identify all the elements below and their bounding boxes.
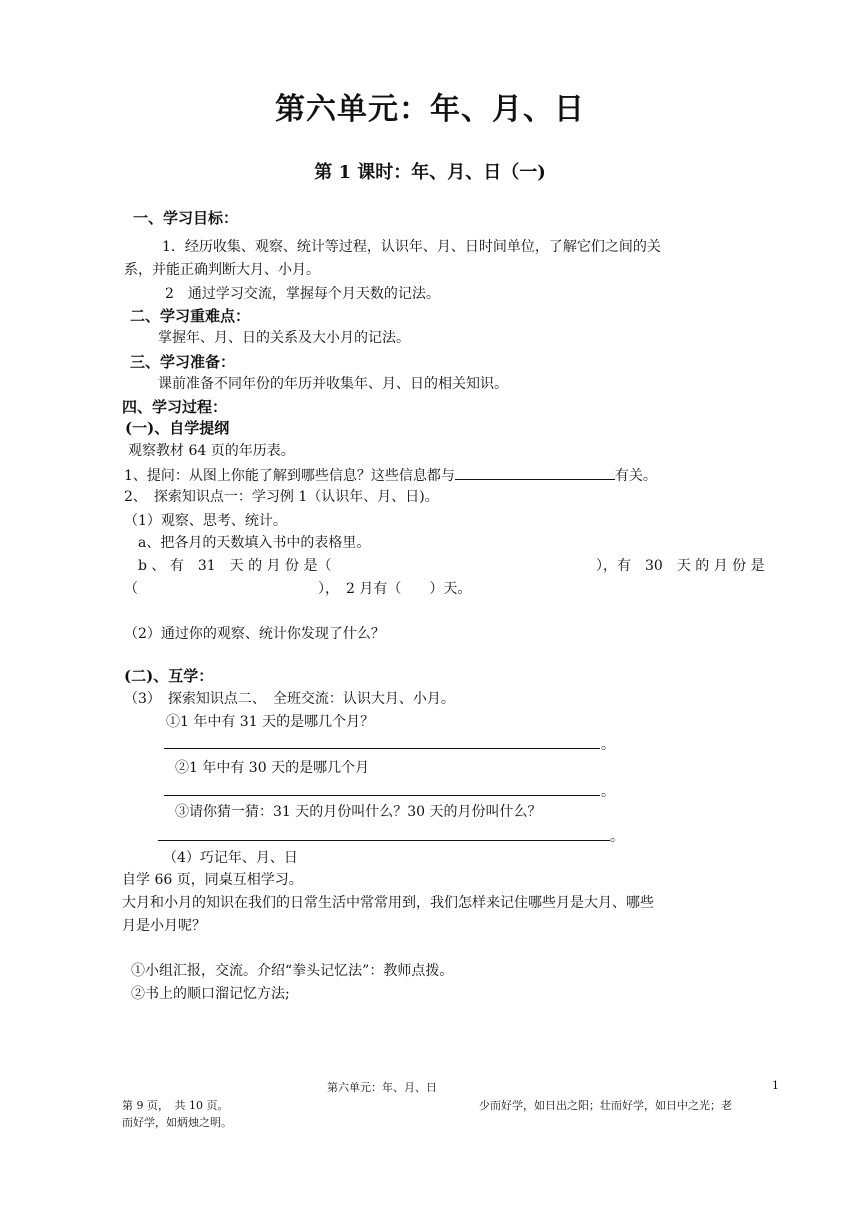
goal-1-line-2: 系，并能正确判断大月、小月。 (124, 262, 320, 278)
paragraph-line-1: 大月和小月的知识在我们的日常生活中常常用到，我们怎样来记住哪些月是大月、哪些 (122, 895, 654, 911)
answer-line-1-period: 。 (601, 737, 615, 753)
section-heading-goals: 一、学习目标： (133, 209, 239, 227)
page-title: 第六单元：年、月、日 (275, 92, 585, 127)
answer-line-3[interactable] (158, 840, 610, 841)
step-2: （2）通过你的观察、统计你发现了什么？ (124, 626, 385, 642)
report-item-2: ②书上的顺口溜记忆方法; (131, 986, 290, 1002)
part-1-heading: (一)、自学提纲 (125, 419, 230, 437)
question-31-days: ①1 年中有 31 天的是哪几个月？ (166, 714, 375, 730)
question-1-suffix: 有关。 (614, 468, 657, 484)
footer-page-count: 第 9 页， 共 10 页。 (122, 1099, 229, 1112)
section-heading-preparation: 三、学习准备： (130, 353, 236, 371)
lesson-subtitle: 第 1 课时：年、月、日（一) (314, 162, 546, 183)
step-4: （4）巧记年、月、日 (163, 850, 298, 866)
step-b-part-3: （ (124, 581, 138, 597)
goal-1-line-1: 1．经历收集、观察、统计等过程，认识年、月、日时间单位，了解它们之间的关 (162, 239, 661, 255)
answer-line-2[interactable] (164, 795, 600, 796)
step-b-part-1: b 、 有 31 天 的 月 份 是（ (138, 558, 332, 574)
question-30-days: ②1 年中有 30 天的是哪几个月 (175, 760, 370, 776)
answer-line-1[interactable] (164, 748, 600, 749)
preparation-text: 课前准备不同年份的年历并收集年、月、日的相关知识。 (158, 376, 508, 392)
footer-quote-line-2: 而好学，如炳烛之明。 (122, 1116, 232, 1129)
answer-line-3-period: 。 (610, 829, 624, 845)
question-guess: ③请你猜一猜：31 天的月份叫什么？30 天的月份叫什么？ (175, 804, 542, 820)
step-3: （3） 探索知识点二、 全班交流：认识大月、小月。 (124, 691, 455, 707)
question-2: 2、 探索知识点一：学习例 1（认识年、月、日)。 (124, 489, 439, 505)
footer-unit-title: 第六单元：年、月、日 (327, 1081, 437, 1094)
question-1-blank[interactable] (455, 463, 615, 480)
footer-quote-line-1: 少而好学，如日出之阳；壮而好学，如日中之光；老 (479, 1099, 732, 1112)
observe-text: 观察教材 64 页的年历表。 (128, 443, 295, 459)
paragraph-line-2: 月是小月呢？ (122, 918, 206, 934)
step-1: （1）观察、思考、统计。 (124, 513, 287, 529)
step-b-part-4: ）， 2 月有（ ）天。 (318, 581, 472, 597)
question-1-text: 1、提问：从图上你能了解到哪些信息？这些信息都与 (124, 468, 455, 484)
footer-page-number: 1 (772, 1079, 779, 1092)
part-2-heading: (二)、互学： (124, 667, 214, 685)
goal-2: 2 通过学习交流，掌握每个月天数的记法。 (165, 286, 440, 302)
report-item-1: ①小组汇报，交流。介绍“拳头记忆法”：教师点拨。 (131, 963, 454, 979)
step-a: a、把各月的天数填入书中的表格里。 (138, 535, 371, 551)
key-points-text: 掌握年、月、日的关系及大小月的记法。 (158, 330, 410, 346)
step-b-part-2: ），有 30 天 的 月 份 是 (596, 558, 765, 574)
section-heading-key-points: 二、学习重难点： (130, 307, 251, 325)
question-1 (124, 463, 657, 487)
section-heading-process: 四、学习过程： (122, 398, 228, 416)
answer-line-2-period: 。 (601, 784, 615, 800)
self-study-text: 自学 66 页，同桌互相学习。 (122, 872, 303, 888)
